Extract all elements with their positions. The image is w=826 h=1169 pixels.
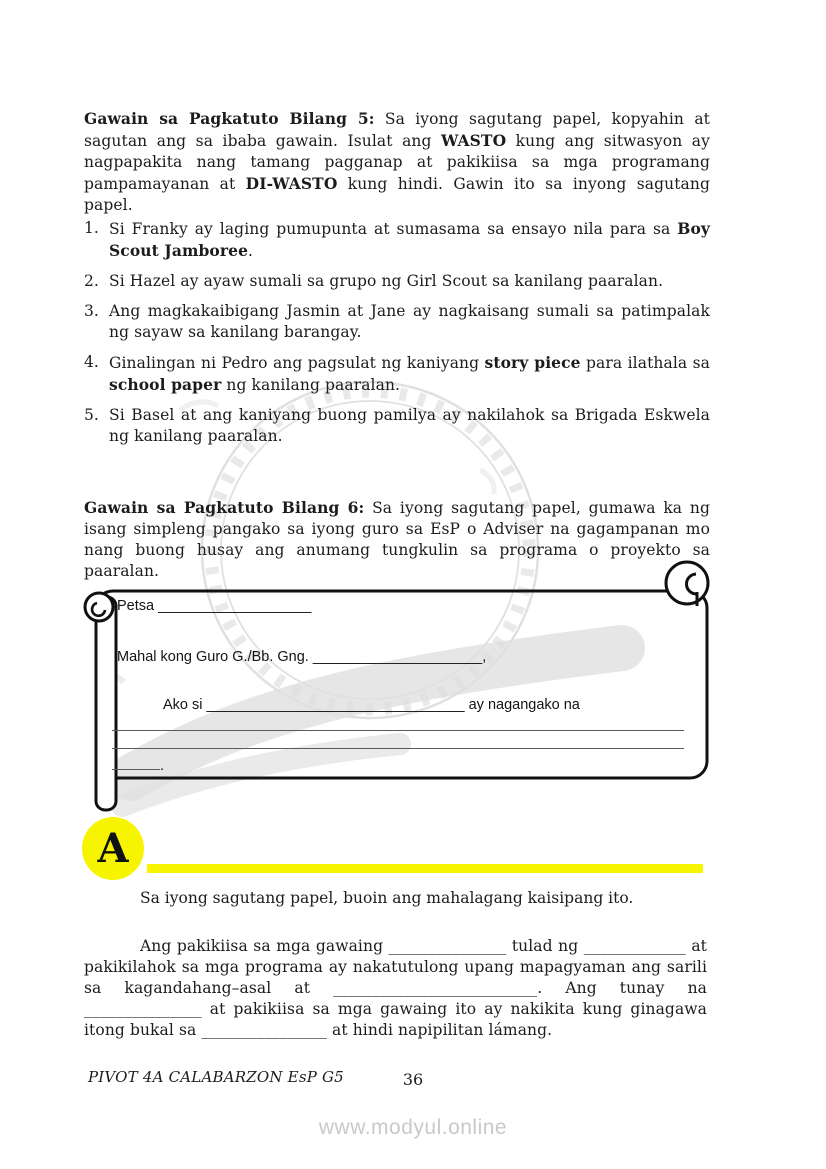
wasto-keyword: WASTO (441, 131, 507, 150)
page-number: 36 (402, 1070, 424, 1089)
scroll-closing-line (112, 756, 164, 774)
section-a-divider (147, 864, 703, 873)
task5-text-1: Sa iyong sagutang papel, kopyahin at sagutan ang sa ibaba gawain. Isulat ang (84, 110, 710, 150)
section-a-letter: A (97, 824, 129, 872)
site-watermark: www.modyul.online (318, 1116, 508, 1139)
task6-text: Sa iyong sagutang papel, gumawa ka ng isang simpleng pangako sa iyong guro sa EsP o Adviser na gagampanan mo nang buong husay ang anumang tungkulin sa programa o proyekto sa paaralan. (84, 499, 711, 580)
list-item (84, 301, 710, 343)
item-number: 5. (84, 406, 99, 424)
item-number: 4. (84, 353, 99, 371)
section-a-badge (82, 817, 144, 880)
task5-instructions (84, 108, 710, 216)
task5-heading: Gawain sa Pagkatuto Bilang 5: (84, 109, 375, 128)
task5-text-3: kung hindi. Gawin ito sa inyong sagutang papel. (84, 175, 710, 214)
scroll-graphic (70, 552, 720, 818)
list-item (84, 405, 710, 447)
item-number: 1. (84, 219, 99, 237)
situation-list (84, 218, 710, 456)
item-text: Si Hazel ay ayaw sumali sa grupo ng Girl Scout sa kanilang paaralan. (109, 272, 664, 290)
scroll-date-line: Petsa ___________________ (117, 598, 312, 614)
item-text: Ginalingan ni Pedro ang pagsulat ng kaniyang story piece para ilathala sa school paper ng kanilang paaralan. (109, 353, 710, 394)
footer-module-label: PIVOT 4A CALABARZON EsP G5 (88, 1068, 344, 1086)
section-a-lead: Sa iyong sagutang papel, buoin ang mahalagang kaisipang ito. (140, 889, 634, 907)
scroll-promise-line: Ako si ________________________________ ay nagangako na (163, 697, 580, 713)
task6-heading: Gawain sa Pagkatuto Bilang 6: (84, 498, 365, 517)
scroll-writing-line (112, 730, 684, 731)
di-wasto-keyword: DI-WASTO (245, 174, 338, 193)
item-number: 3. (84, 302, 99, 320)
list-item (84, 218, 710, 262)
scroll-short-blank (112, 756, 160, 770)
list-item (84, 271, 710, 292)
pledge-scroll (70, 552, 720, 818)
item-text: Ang magkakaibigang Jasmin at Jane ay nagkaisang sumali sa patimpalak ng sayaw sa kanilang barangay. (109, 302, 710, 341)
scroll-salutation-line: Mahal kong Guro G./Bb. Gng. _____________________, (117, 649, 487, 665)
item-text: Si Basel at ang kaniyang buong pamilya ay nakilahok sa Brigada Eskwela ng kanilang paaralan. (109, 406, 710, 445)
item-number: 2. (84, 272, 99, 290)
list-item (84, 352, 710, 396)
item-text: Si Franky ay laging pumupunta at sumasama sa ensayo nila para sa Boy Scout Jamboree. (109, 219, 710, 260)
task5-text-2: kung ang sitwasyon ay nagpapakita nang tamang pagganap at pakikiisa sa mga programang pampamayanan at (84, 132, 710, 193)
fill-in-paragraph: Ang pakikiisa sa mga gawaing _______________ tulad ng _____________ at pakikilahok sa mga programa ay nakatutulong upang mapagyaman ang sarili sa kagandahang–asal at __________________________. Ang tunay na _______________ at pakikiisa sa mga gawaing ito ay nakikita kung ginagawa itong bukal sa ________________ at hindi napipilitan lámang. (84, 937, 707, 1039)
scroll-writing-line (112, 748, 684, 749)
closing-dot: . (160, 758, 165, 774)
